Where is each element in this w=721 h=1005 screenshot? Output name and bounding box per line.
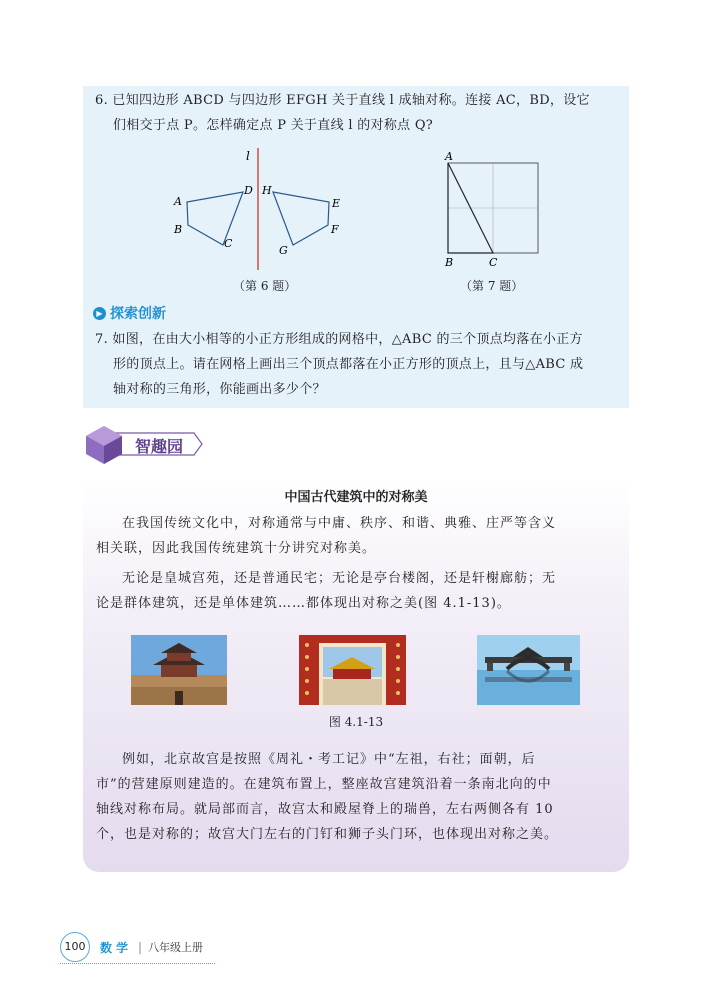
paragraph-3-line-3: 轴线对称布局。就局部而言，故宫太和殿屋脊上的瑞兽，左右两侧各有 10 (96, 802, 554, 817)
question-6 (95, 88, 625, 138)
question-7 (95, 327, 625, 402)
paragraph-3-line-1: 例如，北京故宫是按照《周礼・考工记》中“左祖，右社；面朝，后 (122, 752, 536, 767)
subject-label: 数学 (100, 940, 133, 955)
explore-heading (93, 303, 166, 323)
photo-arch-bridge (477, 635, 580, 705)
label-A: A (174, 195, 182, 208)
label-l: l (246, 149, 250, 163)
question-7-line-3: 轴对称的三角形，你能画出多少个？ (113, 382, 326, 397)
paragraph-3-line-4: 个，也是对称的；故宫大门左右的门钉和狮子头门环，也体现出对称之美。 (96, 827, 559, 842)
label-C: C (224, 237, 233, 250)
paragraph-2-line-1: 无论是皇城宫苑，还是普通民宅；无论是亭台楼阁，还是轩榭廊舫；无 (122, 571, 557, 586)
paragraph-3-line-2: 市”的营建原则建造的。在建筑布置上，整座故宫建筑沿着一条南北向的中 (96, 777, 552, 792)
photo-city-gate-tower (131, 635, 227, 705)
fig7-label-A: A (445, 150, 453, 163)
figure-caption-4-1-13: 图 4.1-13 (328, 715, 384, 729)
figure-7 (435, 148, 550, 273)
grade-label: 八年级上册 (148, 941, 204, 954)
figure-6 (160, 140, 360, 275)
question-7-line-1: 7. 如图，在由大小相等的小正方形组成的网格中，△ABC 的三个顶点均落在小正方 (95, 332, 583, 347)
quadrilateral-efgh (273, 192, 329, 245)
label-G: G (279, 244, 288, 257)
explore-heading-text: 探索创新 (110, 306, 166, 322)
question-6-line-1: 6. 已知四边形 ABCD 与四边形 EFGH 关于直线 l 成轴对称。连接 AC，BD，设它 (95, 93, 590, 108)
question-7-line-2: 形的顶点上。请在网格上画出三个顶点都落在小正方形的顶点上，且与△ABC 成 (113, 357, 584, 372)
reading-title: 中国古代建筑中的对称美 (284, 490, 428, 505)
label-E: E (332, 197, 341, 210)
label-D: D (244, 184, 253, 197)
figure-6-caption: （第 6 题） (233, 279, 297, 293)
paragraph-2-line-2: 论是群体建筑，还是单体建筑……都体现出对称之美(图 4.1-13)。 (96, 596, 511, 611)
photo-forbidden-city-gate (299, 635, 406, 705)
page-footer (60, 932, 203, 962)
label-F: F (331, 223, 339, 236)
footer-divider (60, 963, 215, 964)
question-6-line-2: 们相交于点 P。怎样确定点 P 关于直线 l 的对称点 Q? (113, 118, 434, 133)
footer-separator: | (138, 940, 143, 954)
label-B: B (174, 223, 183, 236)
figure-7-caption: （第 7 题） (460, 279, 524, 293)
quadrilateral-abcd (187, 192, 243, 245)
fig7-label-B: B (445, 256, 454, 269)
paragraph-1-line-1: 在我国传统文化中，对称通常与中庸、秩序、和谐、典雅、庄严等含义 (122, 516, 557, 531)
paragraph-3 (96, 747, 626, 847)
section-title: 智趣园 (134, 437, 183, 456)
paragraph-1 (96, 511, 626, 561)
fig7-label-C: C (489, 256, 498, 269)
page-number: 100 (60, 932, 90, 962)
label-H: H (262, 184, 272, 197)
paragraph-2 (96, 566, 626, 616)
paragraph-1-line-2: 相关联，因此我国传统建筑十分讲究对称美。 (96, 541, 377, 556)
play-icon: ▶ (93, 307, 106, 320)
